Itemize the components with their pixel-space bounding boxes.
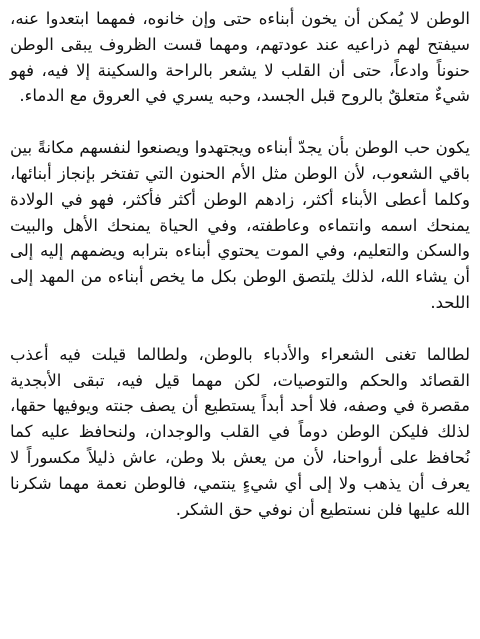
paragraph-1: الوطن لا يُمكن أن يخون أبناءه حتى وإن خانوه، فمهما ابتعدوا عنه، سيفتح لهم ذراعيه عند عودتهم، ومهما قست الظروف يبقى الوطن حنوناً وادعاً، حتى أن القلب لا يشعر بالراحة والسكينة إلا فيه، فهو شيءٌ متعلقٌ بالروح قبل الجسد، وحبه يسري في العروق مع الدماء. bbox=[10, 9, 470, 106]
paragraph-2: يكون حب الوطن بأن يجدّ أبناءه ويجتهدوا ويصنعوا لنفسهم مكانةً بين باقي الشعوب، لأن الوطن مثل الأم الحنون التي تفتخر بإنجاز أبنائها، وكلما أعطى الأبناء أكثر، زادهم الوطن أكثر فأكثر، فهو في الولادة يمنحك اسمه وانتماءه وعاطفته، وفي الحياة يمنحك الأهل والبيت والسكن والتعليم، وفي الموت يحتوي أبناءه بترابه ويضمهم إليه إلى أن يشاء الله، لذلك يلتصق الوطن بكل ما يخص أبناءه من المهد إلى اللحد. bbox=[10, 138, 470, 312]
paragraph-3: لطالما تغنى الشعراء والأدباء بالوطن، ولطالما قيلت فيه أعذب القصائد والحكم والتوصيات، لكن مهما قيل فيه، تبقى الأبجدية مقصرة في وصفه، فلا أحد أبداً يستطيع أن يصف جنته ويوفيها حقها، لذلك فليكن الوطن دوماً في القلب والوجدان، ولنحافظ عليه كما نُحافظ على أرواحنا، لأن من يعش بلا وطن، عاش ذليلاً مكسوراً لا يعرف أن يذهب ولا إلى أي شيءٍ ينتمي، فالوطن نعمة مهما شكرنا الله عليها فلن نستطيع أن نوفي حق الشكر. bbox=[10, 344, 470, 519]
